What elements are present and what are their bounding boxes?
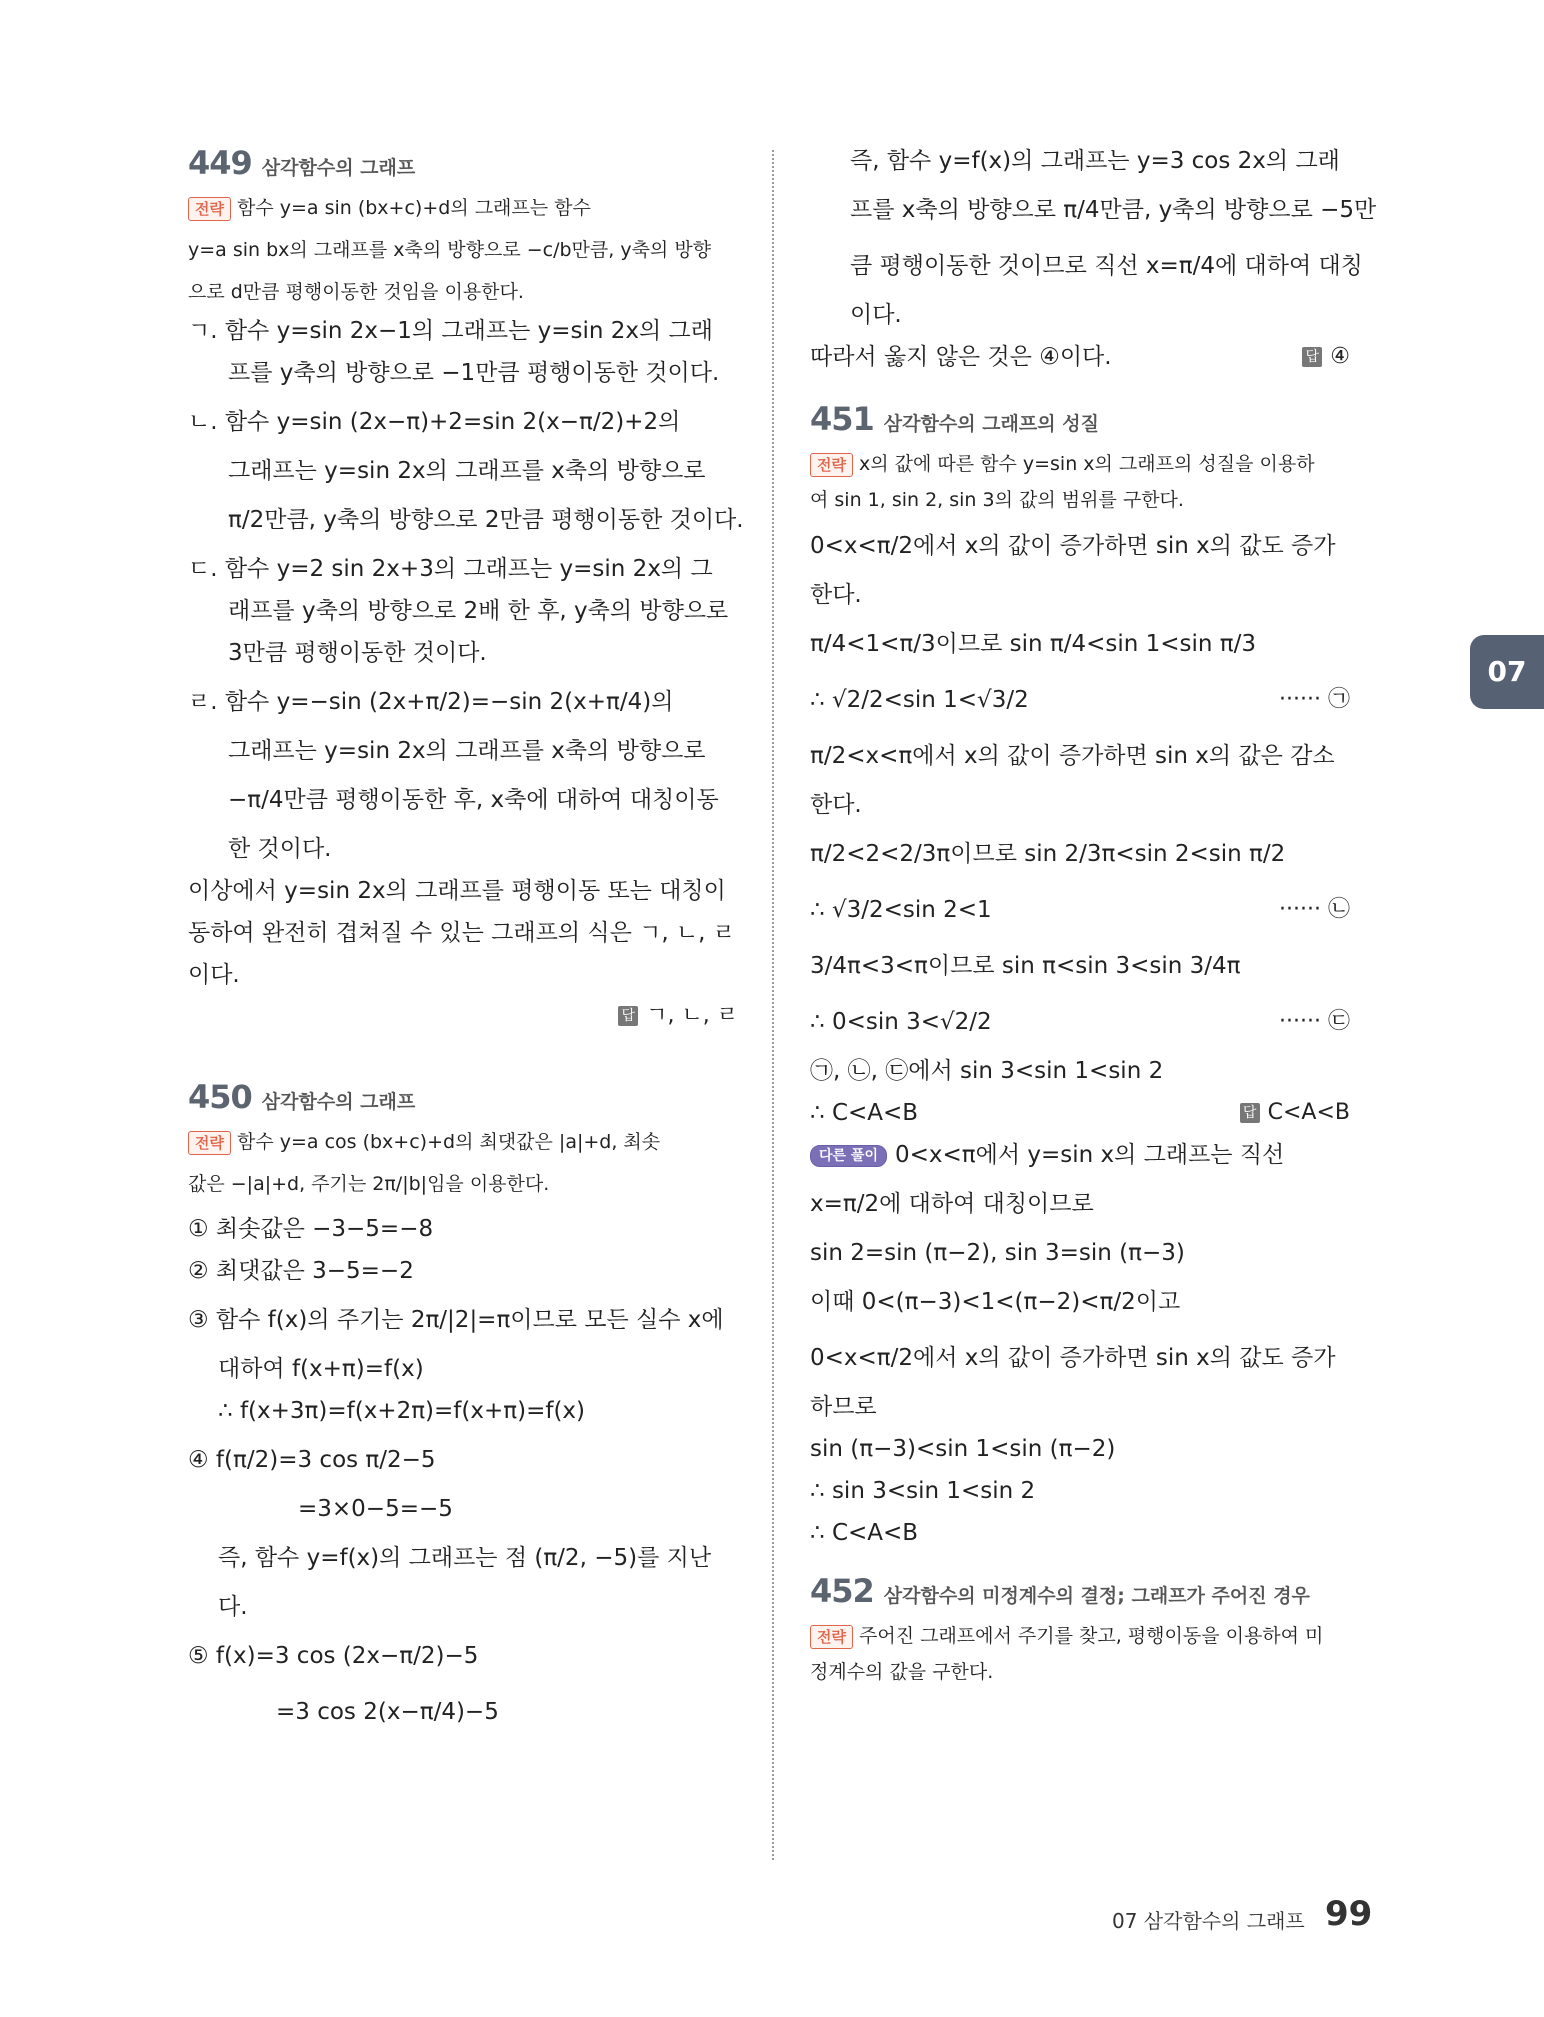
solution-line: 0<x<π/2에서 x의 값이 증가하면 sin x의 값도 증가 — [810, 1345, 1336, 1371]
strategy-line: 전략 주어진 그래프에서 주기를 찾고, 평행이동을 이용하여 미 — [810, 1618, 1360, 1654]
strategy-tag: 전략 — [810, 1625, 853, 1649]
solution-line: ㉠, ㉡, ㉢에서 sin 3<sin 1<sin 2 — [810, 1058, 1164, 1084]
solution-line: ㄴ. 함수 y=sin (2x−π)+2=sin 2(x−π/2)+2의 — [188, 409, 681, 435]
solution-line: π/4<1<π/3이므로 sin π/4<sin 1<sin π/3 — [810, 631, 1257, 657]
answer-451: 답 C<A<B — [1240, 1092, 1350, 1134]
problem-title: 삼각함수의 미정계수의 결정; 그래프가 주어진 경우 — [883, 1585, 1310, 1607]
solution-line: 즉, 함수 y=f(x)의 그래프는 점 (π/2, −5)를 지난 — [218, 1545, 712, 1571]
problem-451-header — [810, 400, 1360, 446]
conclusion-line: 따라서 옳지 않은 것은 ④이다. 답 ④ — [810, 336, 1360, 378]
solution-line: 3만큼 평행이동한 것이다. — [228, 640, 487, 666]
solution-line: ∴ 0<sin 3<√2/2 ······ ㉢ — [810, 994, 1360, 1050]
solution-line: 3/4π<3<π이므로 sin π<sin 3<sin 3/4π — [810, 953, 1241, 979]
solution-line: ㄱ. 함수 y=sin 2x−1의 그래프는 y=sin 2x의 그래 — [188, 318, 713, 344]
solution-line: ③ 함수 f(x)의 주기는 2π/|2|=π이므로 모든 실수 x에 — [188, 1307, 724, 1333]
answer-icon: 답 — [618, 1006, 638, 1026]
solution-line: 프를 x축의 방향으로 π/4만큼, y축의 방향으로 −5만 — [850, 197, 1377, 223]
solution-line: 이상에서 y=sin 2x의 그래프를 평행이동 또는 대칭이 — [188, 878, 726, 904]
solution-line: 이때 0<(π−3)<1<(π−2)<π/2이고 — [810, 1289, 1181, 1315]
strategy-line: 여 sin 1, sin 2, sin 3의 값의 범위를 구한다. — [810, 489, 1184, 511]
solution-line: ∴ C<A<B 답 C<A<B — [810, 1092, 1360, 1134]
footer-chapter-title: 07 삼각함수의 그래프 — [1112, 1909, 1305, 1933]
solution-line: ㄹ. 함수 y=−sin (2x+π/2)=−sin 2(x+π/4)의 — [188, 689, 674, 715]
left-column — [188, 140, 744, 1740]
solution-line: =3×0−5=−5 — [298, 1496, 453, 1522]
problem-452-header — [810, 1572, 1360, 1618]
solution-line: 대하여 f(x+π)=f(x) — [218, 1356, 424, 1382]
solution-line: 이다. — [188, 962, 240, 988]
solution-line: ∴ √3/2<sin 2<1 ······ ㉡ — [810, 882, 1360, 938]
solution-line: ∴ C<A<B — [810, 1520, 919, 1546]
strategy-line: 값은 −|a|+d, 주기는 2π/|b|임을 이용한다. — [188, 1173, 550, 1195]
answer-449: 답 ㄱ, ㄴ, ㄹ — [188, 996, 738, 1036]
right-column — [810, 140, 1377, 1690]
alt-solution-line: 다른 풀이 0<x<π에서 y=sin x의 그래프는 직선 — [810, 1134, 1360, 1176]
problem-number: 452 — [810, 1572, 874, 1610]
strategy-line: 정계수의 값을 구한다. — [810, 1661, 994, 1683]
strategy-tag: 전략 — [810, 453, 853, 477]
solution-line: 즉, 함수 y=f(x)의 그래프는 y=3 cos 2x의 그래 — [850, 148, 1340, 174]
solution-line: ⑤ f(x)=3 cos (2x−π/2)−5 — [188, 1643, 479, 1669]
solution-line: ① 최솟값은 −3−5=−8 — [188, 1216, 434, 1242]
problem-449-header — [188, 144, 738, 190]
solution-line: π/2<x<π에서 x의 값이 증가하면 sin x의 값은 감소 — [810, 743, 1335, 769]
problem-number: 451 — [810, 400, 874, 438]
problem-450-header — [188, 1078, 738, 1124]
solution-line: =3 cos 2(x−π/4)−5 — [276, 1699, 499, 1725]
solution-line: 그래프는 y=sin 2x의 그래프를 x축의 방향으로 — [228, 458, 706, 484]
chapter-tab: 07 — [1470, 635, 1544, 709]
problem-title: 삼각함수의 그래프 — [261, 157, 416, 179]
problem-number: 449 — [188, 144, 252, 182]
answer-icon: 답 — [1240, 1103, 1260, 1123]
solution-line: 동하여 완전히 겹쳐질 수 있는 그래프의 식은 ㄱ, ㄴ, ㄹ — [188, 920, 735, 946]
strategy-tag: 전략 — [188, 197, 231, 221]
strategy-line: 전략 함수 y=a sin (bx+c)+d의 그래프는 함수 — [188, 190, 738, 226]
solution-line: sin 2=sin (π−2), sin 3=sin (π−3) — [810, 1240, 1185, 1266]
solution-line: ② 최댓값은 3−5=−2 — [188, 1258, 414, 1284]
solution-line: 0<x<π/2에서 x의 값이 증가하면 sin x의 값도 증가 — [810, 533, 1336, 559]
solution-line: 한다. — [810, 582, 862, 608]
solution-line: 한 것이다. — [228, 836, 332, 862]
answer-450: 답 ④ — [1302, 336, 1350, 378]
marker-3: ······ ㉢ — [1279, 1009, 1350, 1034]
solution-line: ∴ f(x+3π)=f(x+2π)=f(x+π)=f(x) — [218, 1398, 586, 1424]
solution-line: ∴ sin 3<sin 1<sin 2 — [810, 1478, 1036, 1504]
solution-line: 큼 평행이동한 것이므로 직선 x=π/4에 대하여 대칭 — [850, 253, 1363, 279]
answer-icon: 답 — [1302, 347, 1322, 367]
solution-line: 이다. — [850, 302, 902, 328]
problem-title: 삼각함수의 그래프의 성질 — [883, 413, 1099, 435]
solution-line: ∴ √2/2<sin 1<√3/2 ······ ㉠ — [810, 672, 1360, 728]
column-divider — [772, 150, 774, 1860]
solution-line: 래프를 y축의 방향으로 2배 한 후, y축의 방향으로 — [228, 598, 729, 624]
strategy-tag: 전략 — [188, 1131, 231, 1155]
solution-line: 하므로 — [810, 1394, 877, 1420]
solution-line: x=π/2에 대하여 대칭이므로 — [810, 1191, 1094, 1217]
solution-line: ㄷ. 함수 y=2 sin 2x+3의 그래프는 y=sin 2x의 그 — [188, 556, 713, 582]
solution-line: 그래프는 y=sin 2x의 그래프를 x축의 방향으로 — [228, 738, 706, 764]
problem-title: 삼각함수의 그래프 — [261, 1091, 416, 1113]
solution-line: π/2<2<2/3π이므로 sin 2/3π<sin 2<sin π/2 — [810, 841, 1286, 867]
problem-number: 450 — [188, 1078, 252, 1116]
alt-solution-tag: 다른 풀이 — [810, 1145, 887, 1167]
marker-1: ······ ㉠ — [1279, 687, 1350, 712]
solution-line: sin (π−3)<sin 1<sin (π−2) — [810, 1436, 1116, 1462]
strategy-line: 전략 함수 y=a cos (bx+c)+d의 최댓값은 |a|+d, 최솟 — [188, 1124, 738, 1160]
solution-line: π/2만큼, y축의 방향으로 2만큼 평행이동한 것이다. — [228, 507, 744, 533]
solution-line: −π/4만큼 평행이동한 후, x축에 대하여 대칭이동 — [228, 787, 719, 813]
solution-line: 프를 y축의 방향으로 −1만큼 평행이동한 것이다. — [228, 360, 720, 386]
solution-line: ④ f(π/2)=3 cos π/2−5 — [188, 1447, 436, 1473]
strategy-line: 으로 d만큼 평행이동한 것임을 이용한다. — [188, 281, 524, 303]
solution-line: 한다. — [810, 792, 862, 818]
solution-line: 다. — [218, 1594, 248, 1620]
page-number: 99 — [1325, 1894, 1373, 1934]
strategy-line: y=a sin bx의 그래프를 x축의 방향으로 −c/b만큼, y축의 방향 — [188, 239, 712, 261]
marker-2: ······ ㉡ — [1279, 897, 1350, 922]
strategy-line: 전략 x의 값에 따른 함수 y=sin x의 그래프의 성질을 이용하 — [810, 446, 1360, 482]
